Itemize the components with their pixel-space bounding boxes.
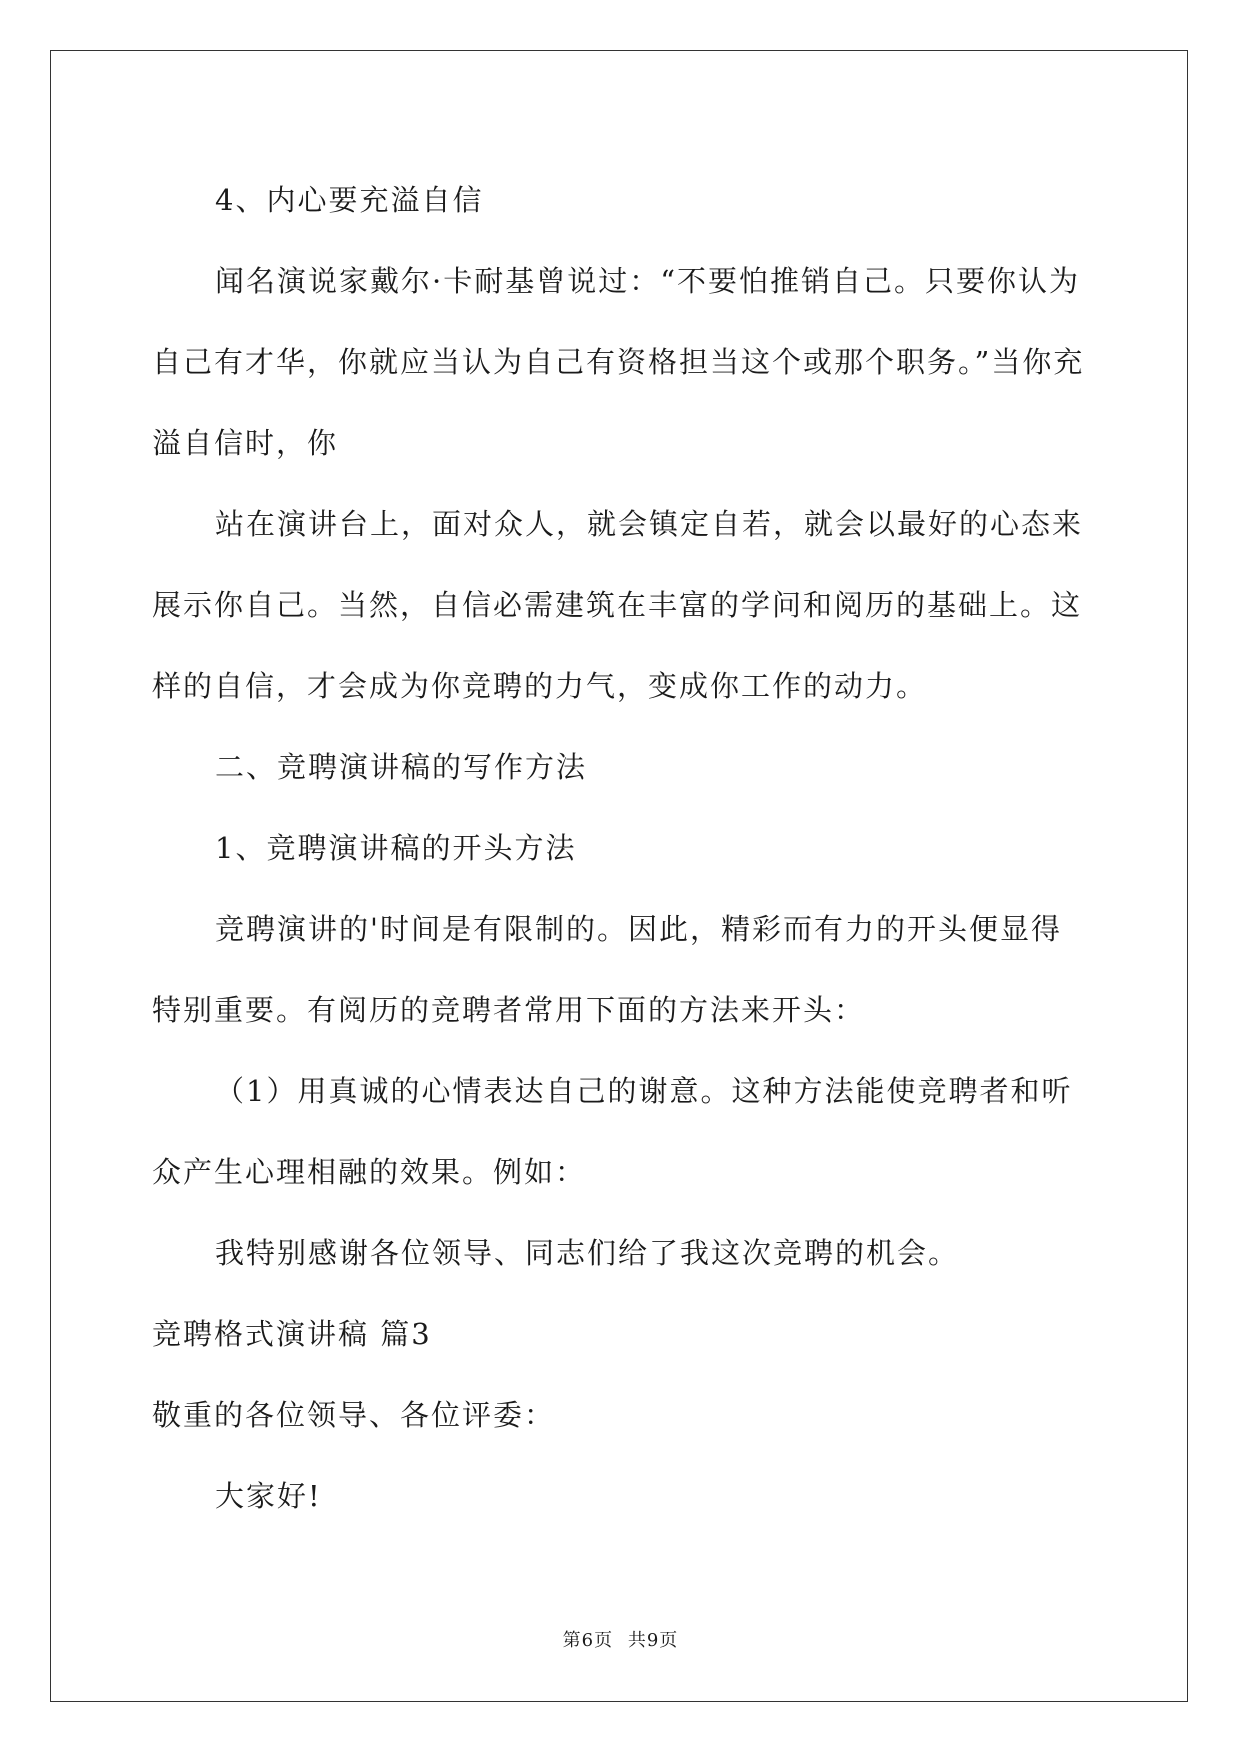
article-title: 竞聘格式演讲稿 篇3 bbox=[152, 1317, 432, 1351]
paragraph-time-limit: 竞聘演讲的'时间是有限制的。因此，精彩而有力的开头便显得特别重要。有阅历的竞聘者常用下面的方法来开头： bbox=[152, 912, 1062, 1027]
subheading-opening-methods: 1、竞聘演讲稿的开头方法 bbox=[215, 831, 577, 865]
paragraph-gratitude-method: （1）用真诚的心情表达自己的谢意。这种方法能使竞聘者和听众产生心理相融的效果。例如： bbox=[152, 1074, 1073, 1189]
paragraph-example-thanks: 我特别感谢各位领导、同志们给了我这次竞聘的机会。 bbox=[215, 1236, 960, 1270]
paragraph-podium: 站在演讲台上，面对众人，就会镇定自若，就会以最好的心态来展示你自己。当然，自信必需建筑在丰富的学问和阅历的基础上。这样的自信，才会成为你竞聘的力气，变成你工作的动力。 bbox=[152, 507, 1084, 703]
paragraph-carnegie-quote: 闻名演说家戴尔·卡耐基曾说过：“不要怕推销自己。只要你认为自己有才华，你就应当认为自己有资格担当这个或那个职务。”当你充溢自信时，你 bbox=[152, 264, 1085, 460]
page-number: 第6页 bbox=[562, 1630, 614, 1651]
greeting: 大家好! bbox=[215, 1479, 322, 1513]
section-heading-writing-methods: 二、竞聘演讲稿的写作方法 bbox=[215, 750, 588, 784]
salutation: 敬重的各位领导、各位评委： bbox=[152, 1398, 556, 1432]
page-footer bbox=[0, 1626, 1241, 1652]
total-pages: 共9页 bbox=[627, 1630, 679, 1651]
document-body bbox=[152, 160, 1087, 1537]
subheading-confidence: 4、内心要充溢自信 bbox=[215, 183, 484, 217]
